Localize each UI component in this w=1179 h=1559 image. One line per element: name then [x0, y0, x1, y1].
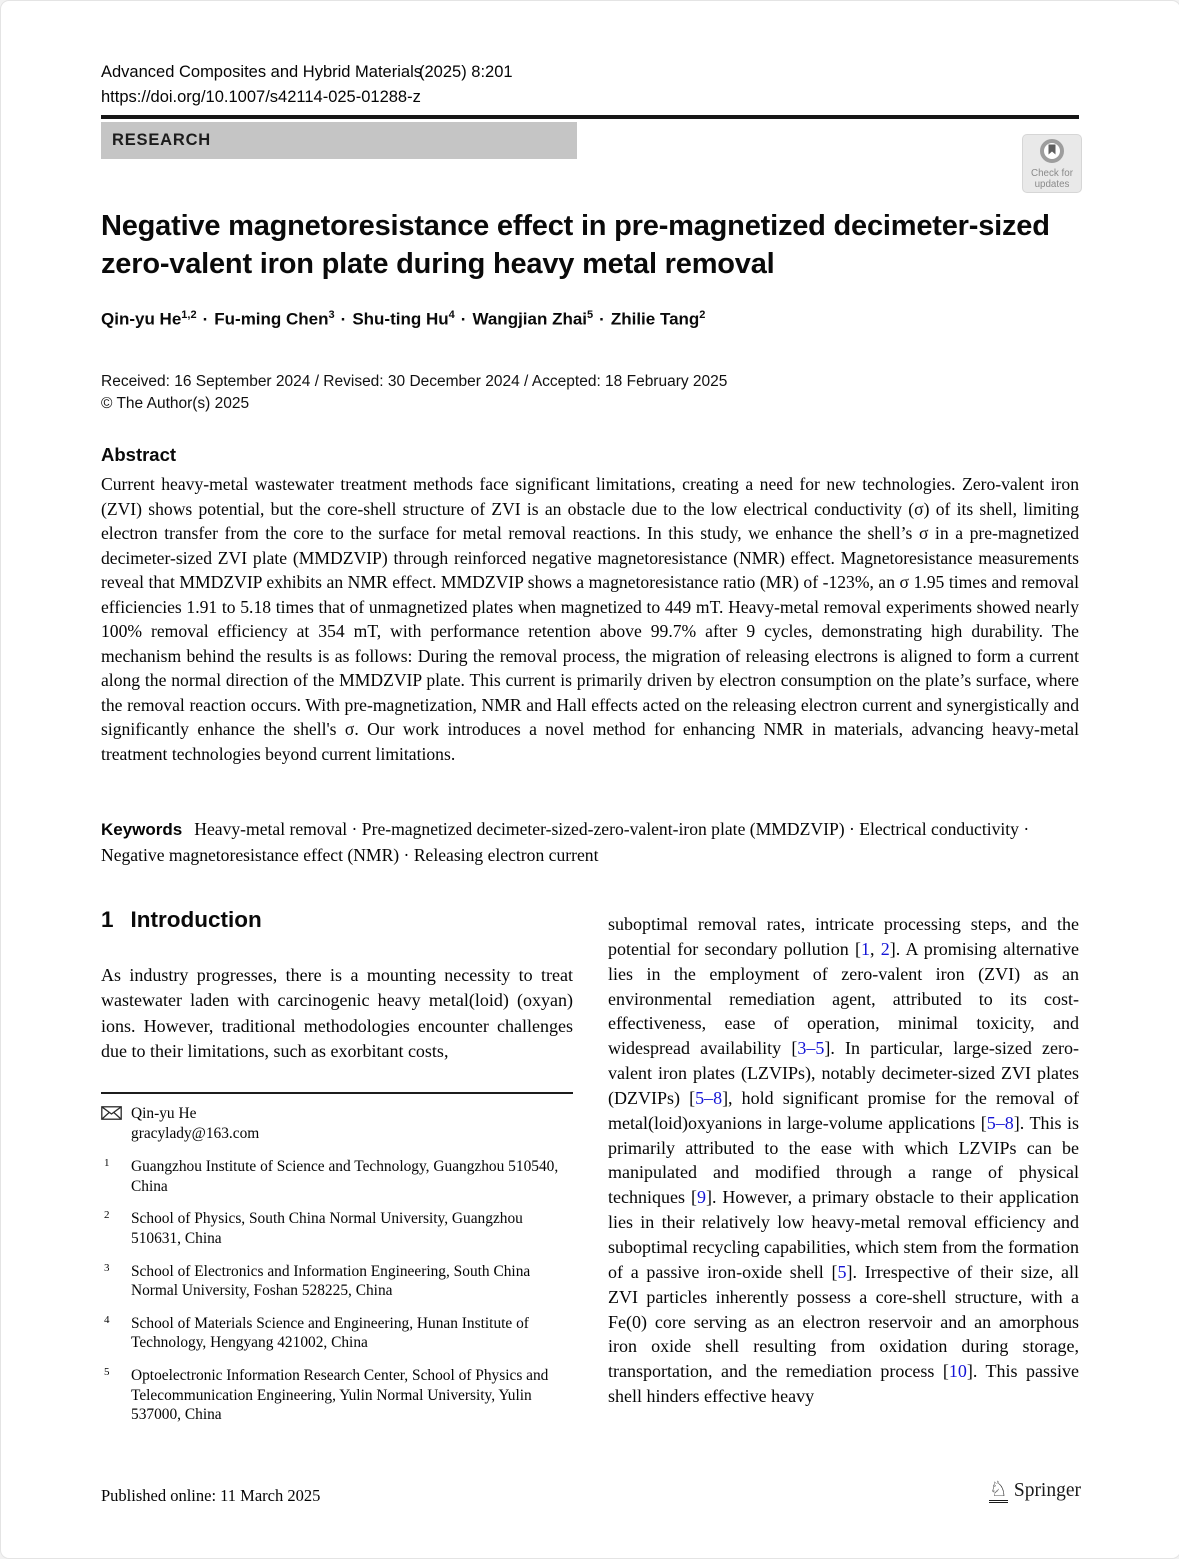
- citation-link[interactable]: 9: [696, 1187, 706, 1208]
- author-affiliation-superscript: 1,2: [181, 309, 197, 321]
- affiliation-number: 2: [104, 1209, 110, 1222]
- volume-issue-citation: (2025) 8:201: [419, 63, 513, 81]
- springer-horse-icon: ♘: [989, 1477, 1008, 1501]
- article-title: Negative magnetoresistance effect in pre-magnetized decimeter-sized zero-valent iron plate during heavy metal removal: [101, 210, 1050, 280]
- affiliation-text: Optoelectronic Information Research Center, School of Physics and Telecommunication Engineering, Yulin Normal University, Yulin 537000, China: [131, 1366, 549, 1424]
- intro-left-column-paragraph: As industry progresses, there is a mounting necessity to treat wastewater laden with carcinogenic heavy metal(loid) (oxyan) ions. However, traditional methodologies encounter challenges due to their limitations, such as exorbitant costs,: [101, 965, 573, 1061]
- author-separator: ·: [202, 309, 209, 329]
- affiliation-text: School of Electronics and Information Engineering, South China Normal University, Foshan 528225, China: [131, 1262, 531, 1300]
- keywords-block: [101, 817, 1079, 868]
- paragraph-text: ], hold significant promise for the removal of metal(loid)oxyanions in large-volume applications [: [608, 1087, 1079, 1133]
- affiliation-number: 5: [104, 1365, 110, 1378]
- doi-link[interactable]: https://doi.org/10.1007/s42114-025-01288-z: [101, 88, 421, 106]
- citation-link[interactable]: 10: [948, 1361, 967, 1382]
- affiliation-text: School of Physics, South China Normal University, Guangzhou 510631, China: [131, 1210, 523, 1247]
- citation-link[interactable]: 3–5: [797, 1038, 825, 1059]
- affiliation-item: [101, 1157, 573, 1196]
- author-name: Wangjian Zhai: [472, 309, 588, 329]
- received-revised-accepted: Received: 16 September 2024 / Revised: 30 December 2024 / Accepted: 18 February 2025: [101, 373, 728, 390]
- author-name: Qin-yu He: [101, 309, 182, 329]
- intro-right-column-paragraph: [608, 912, 1079, 1409]
- check-updates-label: Check for updates: [1031, 168, 1073, 190]
- citation-link[interactable]: 5–8: [986, 1112, 1014, 1133]
- paragraph-text: ]. However, a primary obstacle to their application lies in their relatively low heavy-metal removal efficiency and suboptimal recycling capabilities, which stem from the formation of a passive iron-oxide shell [: [608, 1187, 1079, 1282]
- affiliation-text: School of Materials Science and Engineering, Hunan Institute of Technology, Hengyang 421002, China: [131, 1314, 529, 1352]
- paragraph-text: suboptimal removal rates, intricate processing steps, and the potential for secondary pollution [: [608, 914, 1079, 959]
- author-name: Fu-ming Chen: [214, 309, 329, 329]
- affiliation-item: [101, 1314, 573, 1353]
- section-number: 1: [101, 907, 114, 932]
- article-type-banner: [101, 122, 577, 159]
- author-affiliation-superscript: 2: [699, 309, 706, 321]
- paragraph-text: ]. Irrespective of their size, all ZVI particles inherently possess a core-shell structure, with a Fe(0) core serving as an electron reservoir and an amorphous iron oxide shell resulting from oxidation during storage, transportation, and the remediation process [: [608, 1261, 1079, 1382]
- affiliation-number: 1: [104, 1157, 110, 1170]
- section-heading-introduction: [101, 907, 262, 933]
- section-title: Introduction: [130, 907, 262, 932]
- author-affiliation-superscript: 4: [448, 309, 455, 321]
- author-separator: ·: [340, 309, 347, 329]
- author-separator: ·: [460, 309, 467, 329]
- keywords-text: Heavy-metal removal · Pre-magnetized decimeter-sized-zero-valent-iron plate (MMDZVIP) · Electrical conductivity · Negative magnetoresistance effect (NMR) · Releasing electron current: [101, 819, 1030, 865]
- affiliation-item: [101, 1366, 573, 1425]
- paragraph-text: ]. This passive shell hinders effective heavy: [608, 1361, 1079, 1407]
- article-type-label: RESEARCH: [112, 131, 211, 149]
- springer-logo: [991, 1479, 1081, 1503]
- paragraph-text: ]. A promising alternative lies in the employment of zero-valent iron (ZVI) as an environmental remediation agent, attributed to its cost-effectiveness, ease of operation, minimal toxicity, and widespread availability [: [608, 938, 1079, 1059]
- affiliation-text: Guangzhou Institute of Science and Technology, Guangzhou 510540, China: [131, 1158, 559, 1195]
- author-affiliation-superscript: 3: [328, 309, 335, 321]
- citation-link[interactable]: 5: [837, 1261, 847, 1282]
- correspondence-block: [101, 1104, 573, 1143]
- springer-wordmark: Springer: [1013, 1480, 1081, 1501]
- footnotes-block: [101, 1104, 573, 1438]
- affiliation-list: [101, 1157, 573, 1425]
- affiliation-number: 3: [104, 1261, 110, 1274]
- affiliation-number: 4: [104, 1313, 110, 1326]
- author-affiliation-superscript: 5: [587, 309, 594, 321]
- author-list: [101, 309, 1079, 330]
- abstract-text: Current heavy-metal wastewater treatment methods face significant limitations, creating a need for new technologies. Zero-valent iron (ZVI) shows potential, but the core-shell structure of ZVI is an obstacle due to the low electrical conductivity (σ) of its shell, limiting electron transfer from the core to the surface for metal removal reactions. In this study, we enhance the shell’s σ in a pre-magnetized decimeter-sized ZVI plate (MMDZVIP) through reinforced negative magnetoresistance (NMR) effect. Magnetoresistance measurements reveal that MMDZVIP exhibits an NMR effect. MMDZVIP shows a magnetoresistance ratio (MR) of -123%, an σ 1.95 times and removal efficiencies 1.91 to 5.18 times that of unmagnetized plates when magnetized to 449 mT. Heavy-metal removal experiments showed nearly 100% removal efficiency at 354 mT, with performance retention above 99.7% after 9 cycles, demonstrating high durability. The mechanism behind the results is as follows: During the removal process, the migration of releasing electrons is aligned to form a current along the normal direction of the MMDZVIP plate. This current is primarily driven by electron consumption on the plate’s surface, where the removal reaction occurs. With pre-magnetization, NMR and Hall effects acted on the releasing electron current and synergistically and significantly enhance the shell's σ. Our work introduces a novel method for enhancing NMR in materials, advancing heavy-metal treatment technologies beyond current limitations.: [101, 474, 1079, 765]
- author-name: Zhilie Tang: [610, 309, 700, 329]
- affiliation-item: [101, 1262, 573, 1301]
- citation-link[interactable]: 1: [860, 938, 870, 959]
- journal-name: Advanced Composites and Hybrid Materials: [101, 63, 422, 81]
- published-online-date: Published online: 11 March 2025: [101, 1486, 321, 1505]
- envelope-icon: [101, 1106, 122, 1126]
- citation-link[interactable]: 2: [880, 938, 890, 959]
- paragraph-text: ,: [869, 938, 881, 959]
- header-rule: [101, 115, 1079, 119]
- paragraph-text: ]. This is primarily attributed to the ease with which LZVIPs can be manipulated and modified through a range of physical techniques [: [608, 1112, 1079, 1208]
- check-updates-icon: [1039, 135, 1065, 169]
- author-separator: ·: [599, 309, 605, 329]
- abstract-heading: Abstract: [101, 444, 177, 465]
- article-history: [101, 371, 727, 414]
- paragraph-text: ]. In particular, large-sized zero-valent iron plates (LZVIPs), notably decimeter-sized ZVI plates (DZVIPs) [: [608, 1038, 1080, 1108]
- check-for-updates-button[interactable]: [1022, 134, 1082, 193]
- copyright-line: © The Author(s) 2025: [101, 394, 250, 412]
- citation-link[interactable]: 5–8: [695, 1087, 723, 1108]
- affiliation-item: [101, 1209, 573, 1248]
- author-name: Shu-ting Hu: [352, 309, 449, 329]
- corresponding-author-email[interactable]: gracylady@163.com: [131, 1124, 260, 1142]
- corresponding-author-name: Qin-yu He: [131, 1105, 197, 1122]
- keywords-label: Keywords: [101, 820, 183, 839]
- footnote-rule: [101, 1092, 573, 1094]
